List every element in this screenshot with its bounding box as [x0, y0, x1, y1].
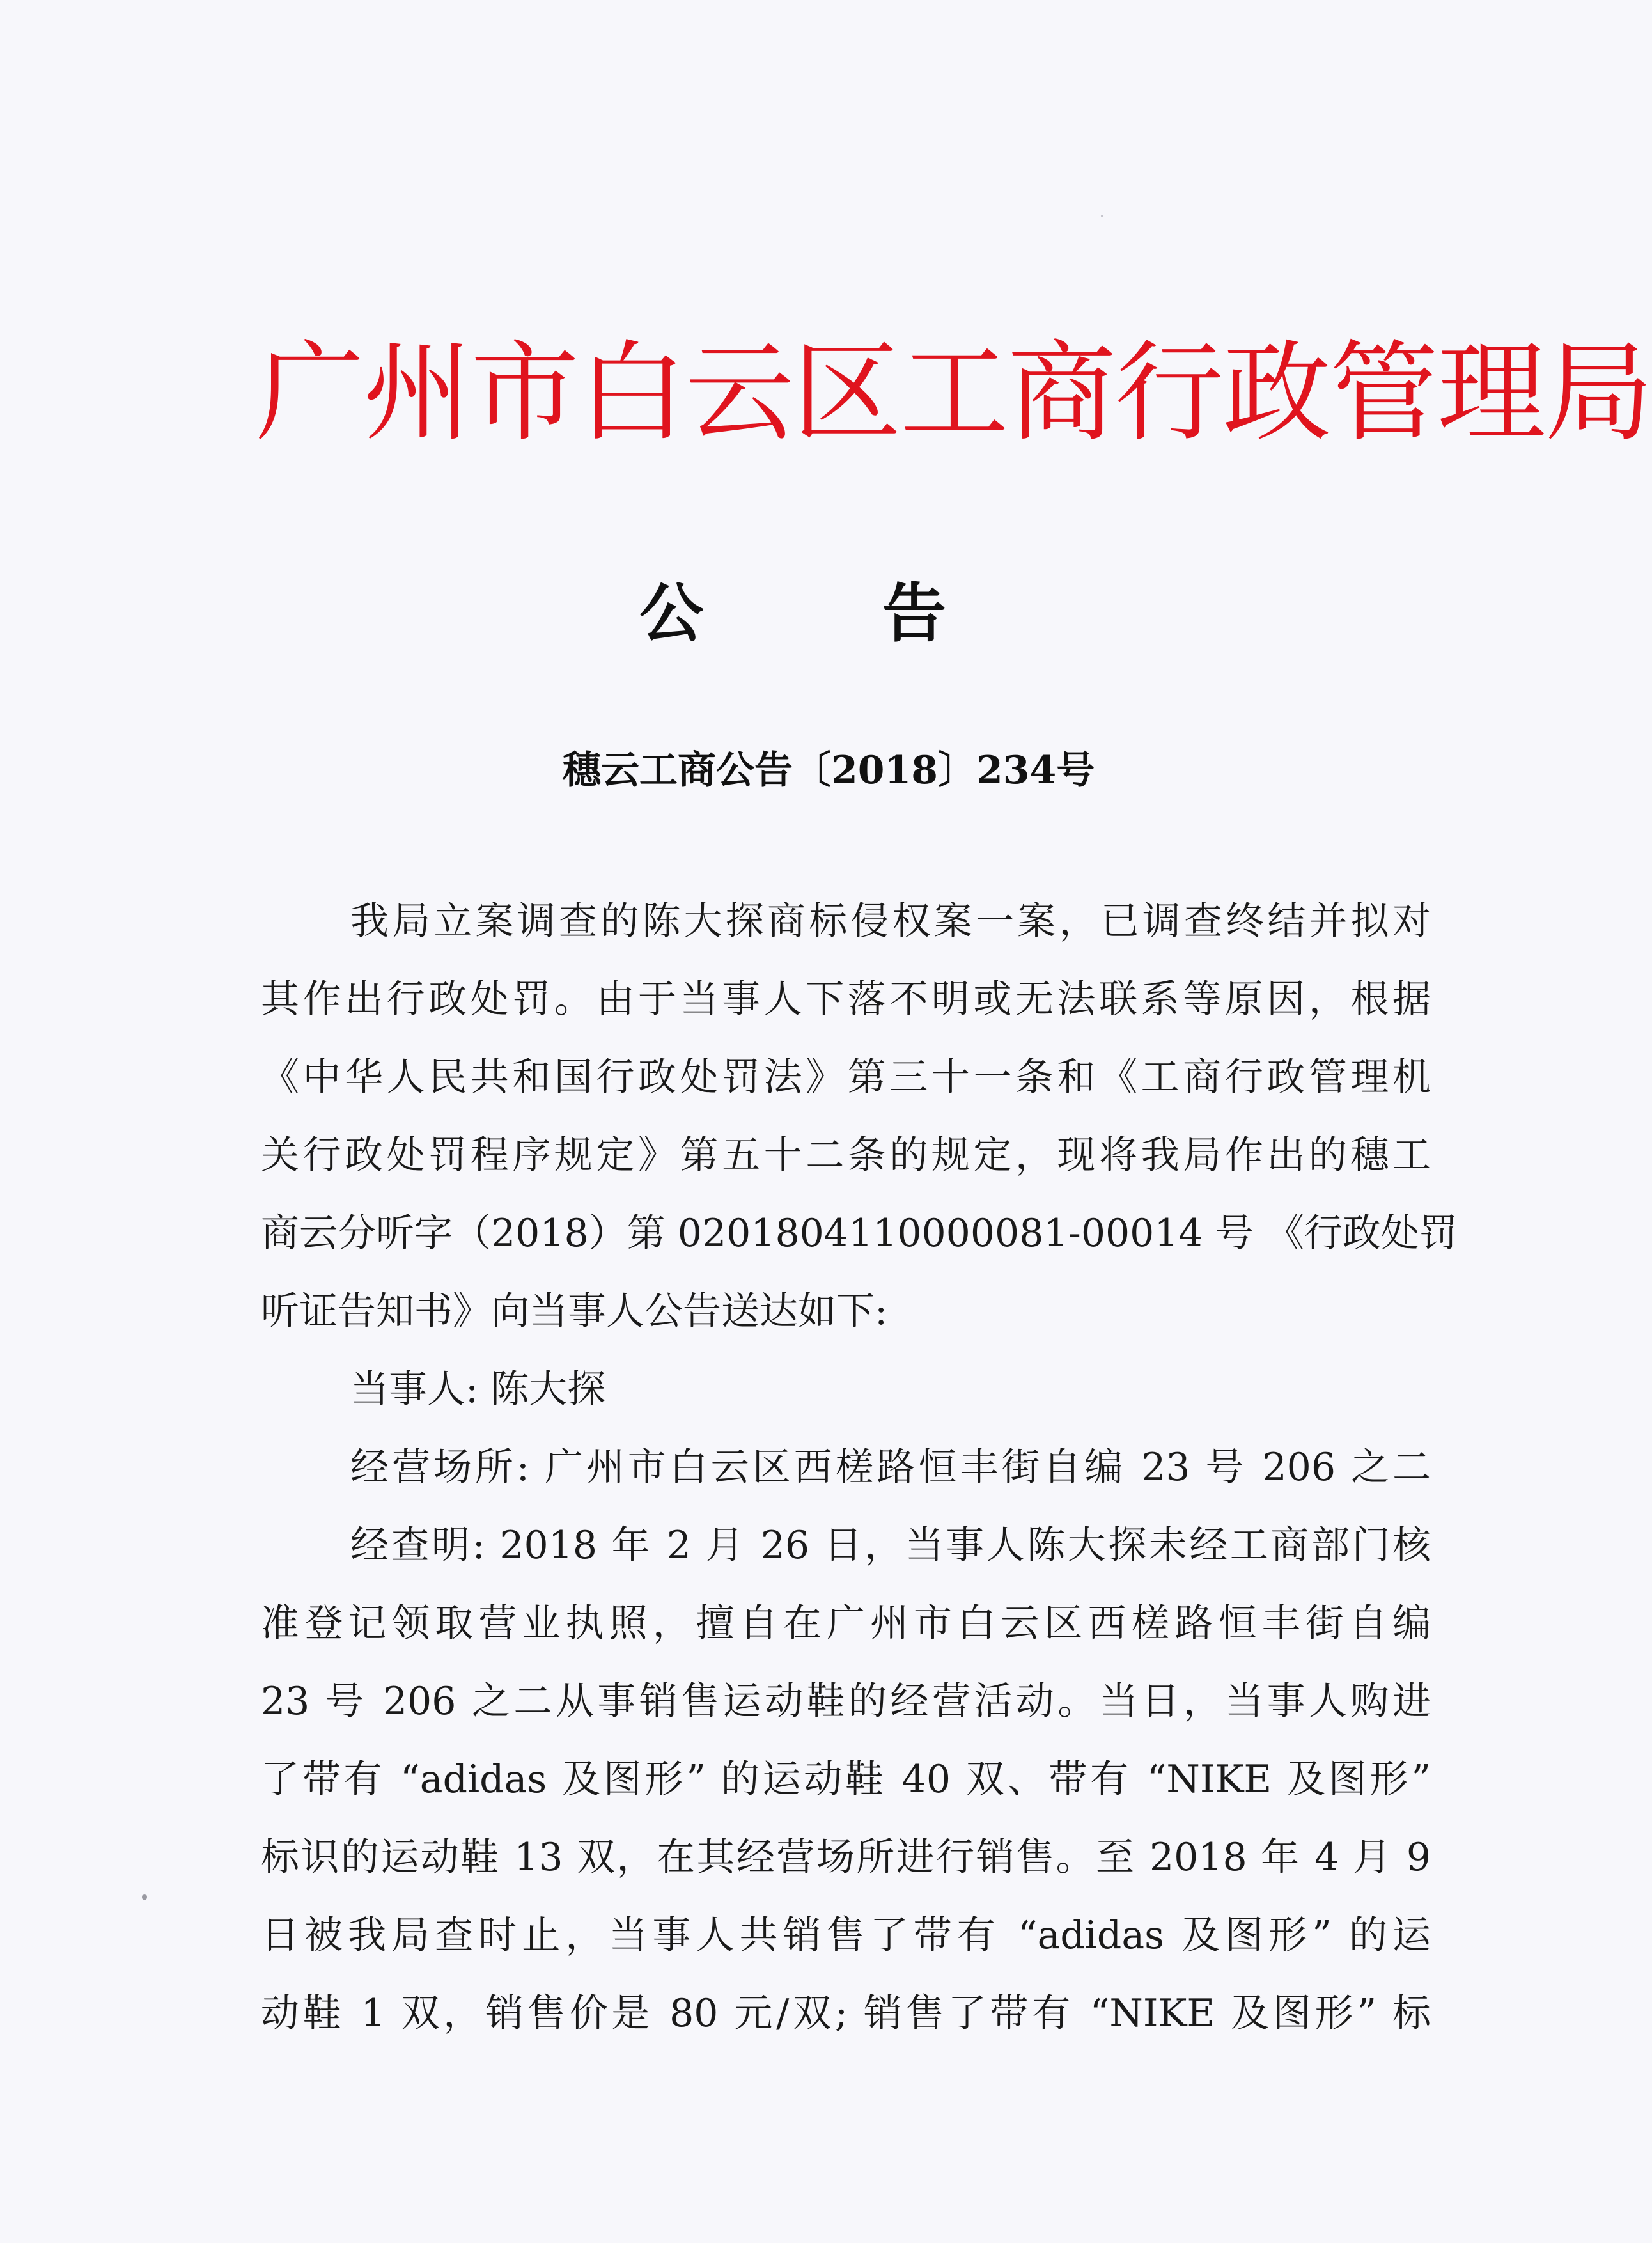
body-line: 我局立案调查的陈大探商标侵权案一案，已调查终结并拟对 [350, 899, 1431, 944]
business-premises-line: 经营场所: 广州市白云区西槎路恒丰街自编 23 号 206 之二 [350, 1445, 1431, 1490]
scan-speck [1101, 215, 1103, 217]
body-line: 商云分听字（2018）第 0201804110000081-00014 号 《行政处罚 [261, 1211, 1458, 1256]
body-line: 了带有 “adidas 及图形” 的运动鞋 40 双、带有 “NIKE 及图形” [261, 1757, 1431, 1802]
body-line: 《中华人民共和国行政处罚法》第三十一条和《工商行政管理机 [261, 1055, 1431, 1100]
body-line: 关行政处罚程序规定》第五十二条的规定，现将我局作出的穗工 [261, 1133, 1431, 1178]
body-line: 标识的运动鞋 13 双，在其经营场所进行销售。至 2018 年 4 月 9 [261, 1835, 1431, 1880]
body-line: 其作出行政处罚。由于当事人下落不明或无法联系等原因，根据 [261, 977, 1431, 1022]
body-line: 准登记领取营业执照，擅自在广州市白云区西槎路恒丰街自编 [261, 1601, 1431, 1646]
body-line: 听证告知书》向当事人公告送达如下: [261, 1289, 888, 1334]
body-line: 23 号 206 之二从事销售运动鞋的经营活动。当日，当事人购进 [261, 1679, 1431, 1724]
issuing-organization: 广州市白云区工商行政管理局 [256, 330, 1652, 457]
body-line: 经查明: 2018 年 2 月 26 日，当事人陈大探未经工商部门核 [350, 1523, 1431, 1568]
body-line: 日被我局查时止，当事人共销售了带有 “adidas 及图形” 的运 [261, 1913, 1431, 1958]
party-line: 当事人: 陈大探 [350, 1367, 606, 1412]
body-line: 动鞋 1 双，销售价是 80 元/双; 销售了带有 “NIKE 及图形” 标 [261, 1991, 1431, 2036]
scan-speck [142, 1894, 147, 1900]
document-title: 公告 [639, 576, 1125, 651]
document-number: 穗云工商公告〔2018〕234号 [563, 748, 1095, 793]
announcement-body [261, 882, 1458, 2052]
